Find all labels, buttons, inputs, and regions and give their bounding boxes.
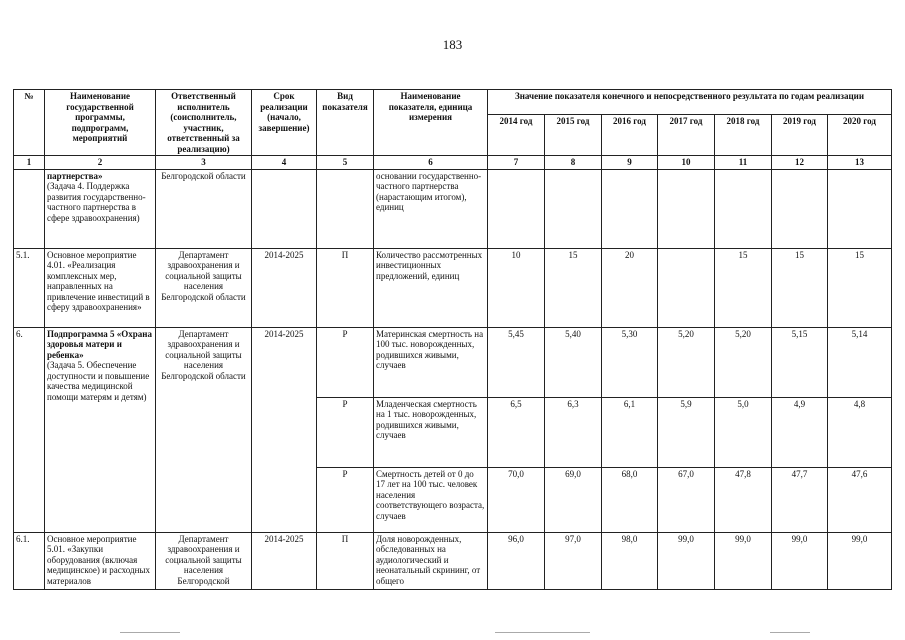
scan-artifact-line — [495, 632, 590, 633]
row-value: 6,1 — [602, 397, 658, 467]
row-indicator: Смертность детей от 0 до 17 лет на 100 тыс. человек населения соответствующего возраста, случаев — [374, 467, 488, 532]
row-value: 97,0 — [545, 532, 602, 589]
row-value: 70,0 — [488, 467, 545, 532]
row-value: 5,9 — [658, 397, 715, 467]
row-name-bold: Подпрограмма 5 «Охрана здоровья матери и ребенка» — [47, 328, 152, 360]
header-indicator: Наименование показателя, единица измерения — [374, 90, 488, 156]
row-value: 10 — [488, 248, 545, 327]
indicators-table — [13, 89, 892, 590]
row-value: 99,0 — [658, 532, 715, 589]
row-value: 47,7 — [772, 467, 828, 532]
row-value: 99,0 — [715, 532, 772, 589]
row-value — [828, 169, 892, 248]
row-executor: Департамент здравоохранения и социальной защиты населения Белгородской области — [156, 248, 252, 327]
index-row — [14, 156, 892, 170]
header-executor: Ответственный исполнитель (соисполнитель, участник, ответственный за реализацию) — [156, 90, 252, 156]
index-cell: 13 — [828, 156, 892, 170]
row-executor: Департамент здравоохранения и социальной защиты населения Белгородской — [156, 532, 252, 589]
index-cell: 11 — [715, 156, 772, 170]
row-no: 6.1. — [14, 532, 45, 589]
row-no: 5.1. — [14, 248, 45, 327]
row-value: 5,20 — [715, 327, 772, 397]
row-value — [715, 169, 772, 248]
row-value: 15 — [772, 248, 828, 327]
row-value: 98,0 — [602, 532, 658, 589]
row-name-bold: партнерства» — [47, 170, 103, 181]
row-executor: Белгородской области — [156, 169, 252, 248]
index-cell: 3 — [156, 156, 252, 170]
header-year: 2020 год — [828, 115, 892, 156]
row-name — [45, 327, 156, 532]
row-indicator: Доля новорожденных, обследованных на аудиологический и неонатальный скрининг, от общего — [374, 532, 488, 589]
row-value: 99,0 — [772, 532, 828, 589]
row-value: 15 — [828, 248, 892, 327]
row-indicator: Младенческая смертность на 1 тыс. новорожденных, родившихся живыми, случаев — [374, 397, 488, 467]
header-year: 2016 год — [602, 115, 658, 156]
row-type: Р — [317, 397, 374, 467]
row-value: 47,8 — [715, 467, 772, 532]
row-value: 15 — [545, 248, 602, 327]
index-cell: 9 — [602, 156, 658, 170]
row-value — [488, 169, 545, 248]
index-cell: 1 — [14, 156, 45, 170]
row-value: 5,15 — [772, 327, 828, 397]
row-name-rest: (Задача 5. Обеспечение доступности и повышение качества медицинской помощи матерям и детям) — [47, 360, 150, 402]
row-value — [658, 248, 715, 327]
row-indicator: Материнская смертность на 100 тыс. новорожденных, родившихся живыми, случаев — [374, 327, 488, 397]
row-value: 5,0 — [715, 397, 772, 467]
row-value — [545, 169, 602, 248]
row-name-rest: Основное мероприятие 4.01. «Реализация комплексных мер, направленных на привлечение инвестиций в сферу здравоохранения» — [47, 249, 150, 312]
index-cell: 5 — [317, 156, 374, 170]
row-value: 5,30 — [602, 327, 658, 397]
row-indicator: основании государственно-частного партнерства (нарастающим итогом), единиц — [374, 169, 488, 248]
row-type: Р — [317, 467, 374, 532]
row-value: 6,3 — [545, 397, 602, 467]
row-value: 6,5 — [488, 397, 545, 467]
row-value: 5,14 — [828, 327, 892, 397]
row-value: 15 — [715, 248, 772, 327]
row-type: П — [317, 532, 374, 589]
row-no — [14, 169, 45, 248]
row-value: 99,0 — [828, 532, 892, 589]
row-no: 6. — [14, 327, 45, 532]
row-value: 68,0 — [602, 467, 658, 532]
scan-artifact-line — [770, 632, 810, 633]
header-row — [14, 90, 892, 115]
header-year: 2014 год — [488, 115, 545, 156]
header-year: 2017 год — [658, 115, 715, 156]
header-year: 2015 год — [545, 115, 602, 156]
row-value: 67,0 — [658, 467, 715, 532]
index-cell: 10 — [658, 156, 715, 170]
index-cell: 2 — [45, 156, 156, 170]
row-value: 5,20 — [658, 327, 715, 397]
row-value: 5,40 — [545, 327, 602, 397]
row-period: 2014-2025 — [252, 532, 317, 589]
row-value: 20 — [602, 248, 658, 327]
row-value: 96,0 — [488, 532, 545, 589]
table-row — [14, 532, 892, 589]
row-executor: Департамент здравоохранения и социальной защиты населения Белгородской области — [156, 327, 252, 532]
row-type — [317, 169, 374, 248]
row-indicator: Количество рассмотренных инвестиционных предложений, единиц — [374, 248, 488, 327]
table-row — [14, 327, 892, 397]
index-cell: 12 — [772, 156, 828, 170]
row-period: 2014-2025 — [252, 248, 317, 327]
header-year: 2018 год — [715, 115, 772, 156]
row-name — [45, 169, 156, 248]
row-name — [45, 532, 156, 589]
index-cell: 4 — [252, 156, 317, 170]
row-value: 69,0 — [545, 467, 602, 532]
row-name — [45, 248, 156, 327]
row-value: 4,8 — [828, 397, 892, 467]
header-type: Вид показателя — [317, 90, 374, 156]
row-type: Р — [317, 327, 374, 397]
index-cell: 8 — [545, 156, 602, 170]
index-cell: 7 — [488, 156, 545, 170]
header-name: Наименование государственной программы, подпрограмм, мероприятий — [45, 90, 156, 156]
row-value — [658, 169, 715, 248]
row-type: П — [317, 248, 374, 327]
index-cell: 6 — [374, 156, 488, 170]
row-value: 47,6 — [828, 467, 892, 532]
table-row — [14, 169, 892, 248]
row-name-rest: Основное мероприятие 5.01. «Закупки оборудования (включая медицинское) и расходных материалов — [47, 533, 150, 586]
row-value — [602, 169, 658, 248]
header-values-group: Значение показателя конечного и непосредственного результата по годам реализации — [488, 90, 892, 115]
row-value: 4,9 — [772, 397, 828, 467]
header-no: № — [14, 90, 45, 156]
row-period: 2014-2025 — [252, 327, 317, 532]
row-value: 5,45 — [488, 327, 545, 397]
header-year: 2019 год — [772, 115, 828, 156]
scan-artifact-line — [120, 632, 180, 633]
table-row — [14, 248, 892, 327]
row-name-rest: (Задача 4. Поддержка развития государственно-частного партнерства в сфере здравоохранения) — [47, 181, 146, 223]
page-number: 183 — [442, 37, 463, 52]
row-period — [252, 169, 317, 248]
row-value — [772, 169, 828, 248]
header-period: Срок реализации (начало, завершение) — [252, 90, 317, 156]
